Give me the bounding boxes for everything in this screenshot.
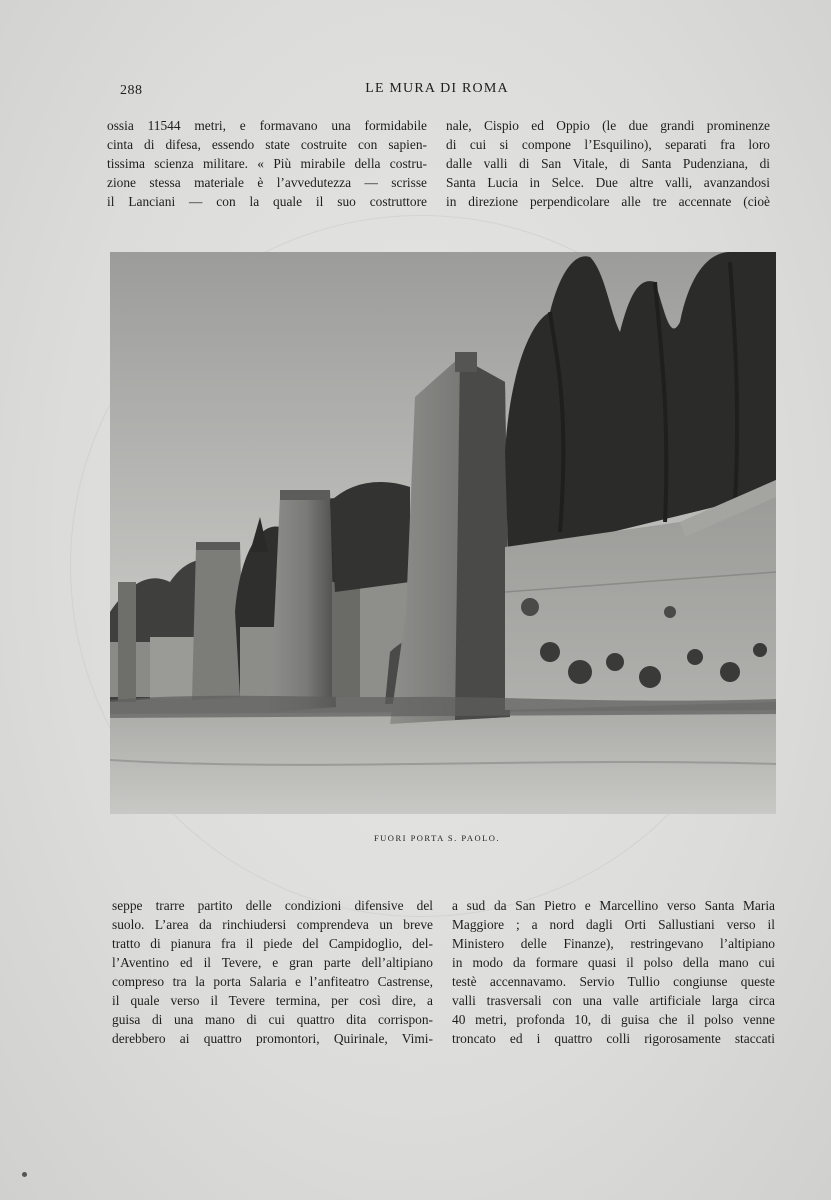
text-line: testè accennavamo. Servio Tullio congiunse queste: [452, 974, 775, 989]
text-line: cinta di difesa, essendo state costruite con sapien-: [107, 137, 427, 152]
top-right-text-column: [446, 116, 770, 211]
figure-caption: FUORI PORTA S. PAOLO.: [373, 833, 501, 843]
text-line: tissima scienza militare. « Più mirabile della costru-: [107, 156, 427, 171]
photograph-roman-walls: [110, 252, 776, 814]
text-line: zione stessa materiale è l’avvedutezza — scrisse: [107, 175, 427, 190]
text-line: il Lanciani — con la quale il suo costruttore: [107, 194, 427, 209]
text-line: valli trasversali con una valle artificiale larga circa: [452, 993, 775, 1008]
text-line: in modo da formare quasi il polso della mano cui: [452, 955, 775, 970]
text-line: suolo. L’area da rinchiudersi comprendeva un breve: [112, 917, 433, 932]
text-line: Maggiore ; a nord dagli Orti Sallustiani verso il: [452, 917, 775, 932]
text-line: dalle valli di San Vitale, di Santa Pudenziana, di: [446, 156, 770, 171]
text-line: di cui si compone l’Esquilino), separati fra loro: [446, 137, 770, 152]
text-line: a sud da San Pietro e Marcellino verso Santa Maria: [452, 898, 775, 913]
text-line: ossia 11544 metri, e formavano una formidabile: [107, 118, 427, 133]
bottom-right-text-column: [452, 896, 775, 1048]
top-left-text-column: [107, 116, 427, 211]
text-line: l’Aventino ed il Tevere, e gran parte dell’altipiano: [112, 955, 433, 970]
text-line: guisa di una mano di cui quattro dita corrispon-: [112, 1012, 433, 1027]
text-line: Santa Lucia in Selce. Due altre valli, avanzandosi: [446, 175, 770, 190]
text-line: in direzione perpendicolare alle tre accennate (cioè: [446, 194, 770, 209]
text-line: il quale verso il Tevere termina, per così dire, a: [112, 993, 433, 1008]
running-title: LE MURA DI ROMA: [365, 81, 509, 96]
text-line: 40 metri, profonda 10, di guisa che il polso venne: [452, 1012, 775, 1027]
text-line: Ministero delle Finanze), restringevano l’altipiano: [452, 936, 775, 951]
text-line: tratto di pianura fra il piede del Campidoglio, del-: [112, 936, 433, 951]
text-line: seppe trarre partito delle condizioni difensive del: [112, 898, 433, 913]
text-line: troncato ed i quattro colli rigorosamente staccati: [452, 1031, 775, 1046]
text-line: derebbero ai quattro promontori, Quirinale, Vimi-: [112, 1031, 433, 1046]
page-speck: [22, 1172, 27, 1177]
page-number: 288: [120, 83, 143, 98]
bottom-left-text-column: [112, 896, 433, 1048]
text-line: compreso tra la porta Salaria e l’anfiteatro Castrense,: [112, 974, 433, 989]
text-line: nale, Cispio ed Oppio (le due grandi prominenze: [446, 118, 770, 133]
